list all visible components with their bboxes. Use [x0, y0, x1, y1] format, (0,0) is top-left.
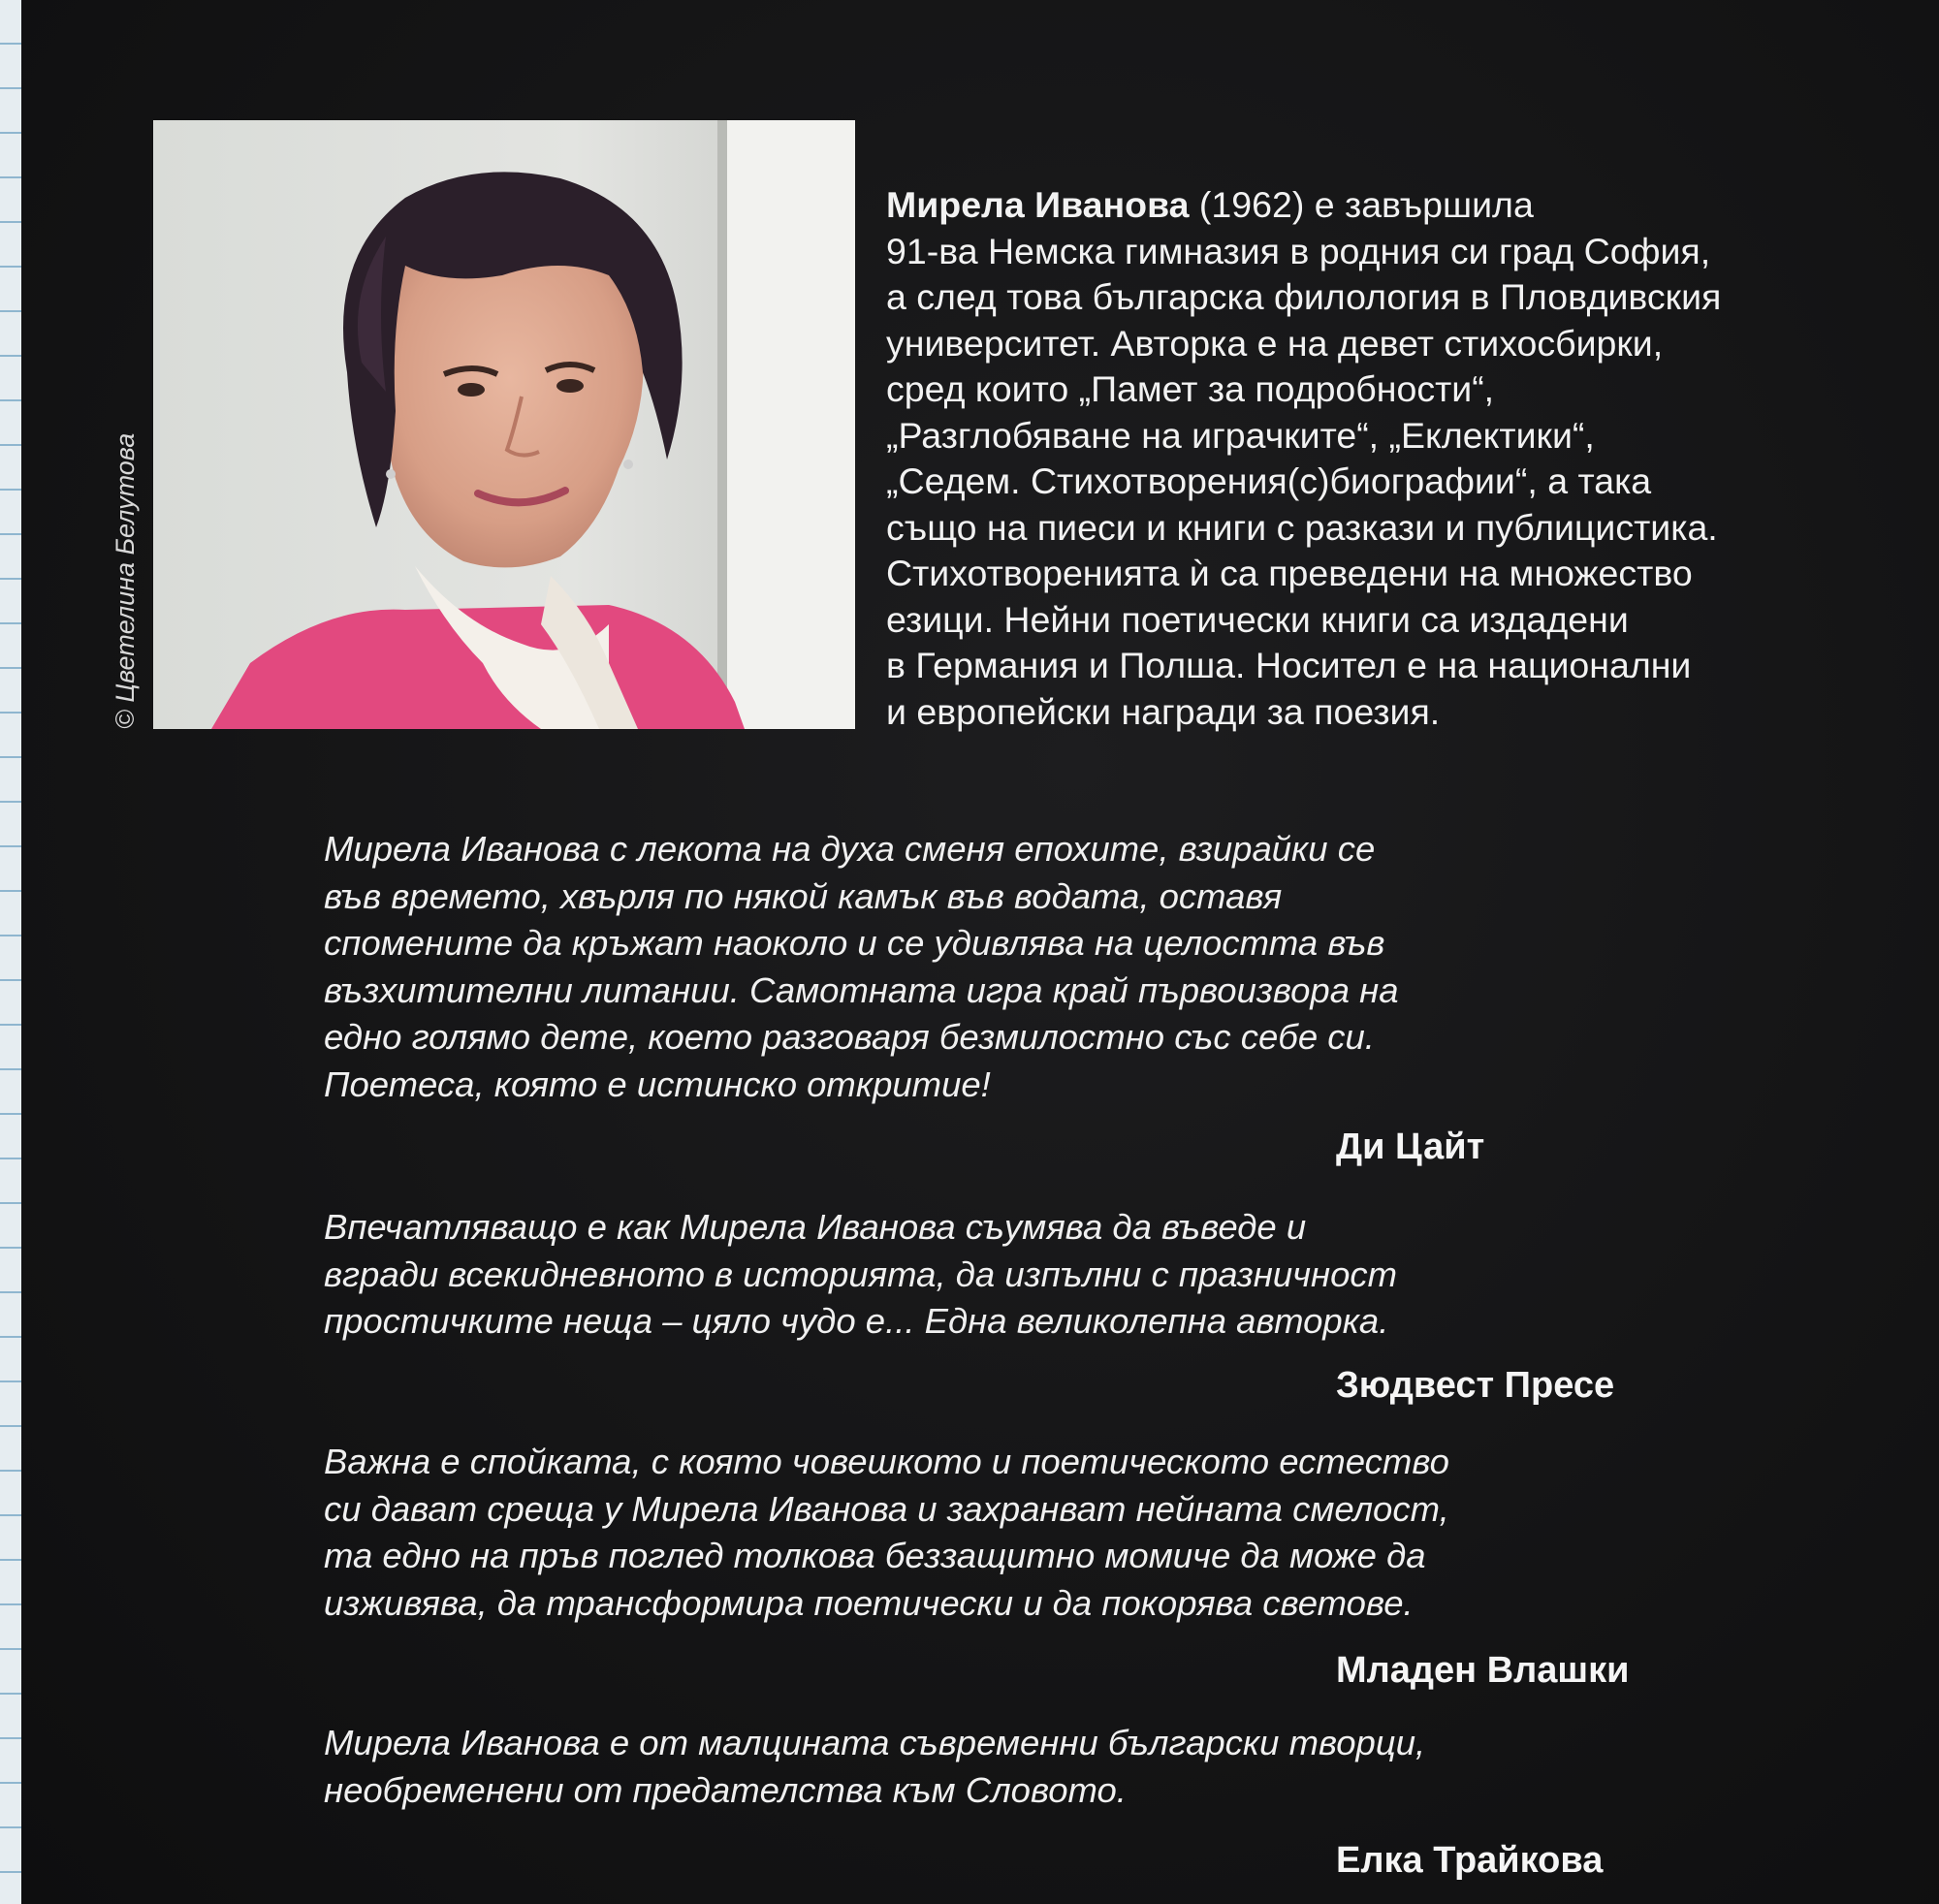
- quote-line: простичките неща – цяло чудо е... Една великолепна авторка.: [324, 1301, 1389, 1341]
- quote-line: спомените да кръжат наоколо и се удивлява на целостта във: [324, 923, 1385, 963]
- bio-line: „Седем. Стихотворения(с)биографии“, а така: [886, 460, 1652, 501]
- bio-line: 91-ва Немска гимназия в родния си град София,: [886, 230, 1711, 271]
- quote-line: Поетеса, която е истинско откритие!: [324, 1063, 991, 1104]
- quote-line: Мирела Иванова с лекота на духа сменя епохите, взирайки се: [324, 829, 1376, 869]
- bio-line: сред които „Памет за подробности“,: [886, 368, 1495, 409]
- quote-line: едно голямо дете, което разговаря безмилостно със себе си.: [324, 1017, 1375, 1057]
- bio-line: а след това българска филология в Пловдивския: [886, 276, 1722, 317]
- review-author: Зюдвест Пресе: [1336, 1365, 1615, 1406]
- quote-line: във времето, хвърля по някой камък във водата, оставя: [324, 875, 1283, 916]
- author-biography: [886, 182, 1914, 735]
- review-1: [324, 826, 1681, 1108]
- photo-credit: © Цветелина Белутова: [111, 432, 140, 729]
- review-quote: [324, 1204, 1681, 1346]
- review-author: Младен Влашки: [1336, 1650, 1630, 1691]
- review-3: [324, 1439, 1681, 1627]
- review-2: [324, 1204, 1681, 1346]
- quote-line: Мирела Иванова е от малцината съвременни български творци,: [324, 1723, 1426, 1762]
- bio-first-line: [886, 182, 1914, 229]
- quote-line: Важна е спойката, с която човешкото и поетическото естество: [324, 1442, 1449, 1481]
- quote-line: си дават среща у Мирела Иванова и захранват нейната смелост,: [324, 1488, 1449, 1529]
- review-4: [324, 1720, 1681, 1814]
- quote-line: възхитителни литании. Самотната игра край първоизвора на: [324, 969, 1399, 1010]
- quote-line: изживява, да трансформира поетически и да покорява светове.: [324, 1582, 1414, 1623]
- author-photo: [153, 120, 855, 729]
- review-author: Ди Цайт: [1336, 1127, 1485, 1167]
- bio-line: „Разглобяване на играчките“, „Еклектики“,: [886, 414, 1595, 456]
- quote-line: вгради всекидневното в историята, да изпълни с празничност: [324, 1253, 1398, 1294]
- bio-line: езици. Нейни поетически книги са издадени: [886, 598, 1629, 640]
- bio-line: Стихотворенията ѝ са преведени на множество: [886, 553, 1693, 593]
- review-quote: [324, 1720, 1681, 1814]
- review-author: Елка Трайкова: [1336, 1840, 1604, 1881]
- bio-line: университет. Авторка е на девет стихосбирки,: [886, 322, 1664, 364]
- review-quote: [324, 826, 1681, 1108]
- bio-line: също на пиеси и книги с разкази и публицистика.: [886, 506, 1718, 548]
- review-quote: [324, 1439, 1681, 1627]
- bio-first-line-rest: (1962) е завършила: [1189, 184, 1534, 225]
- author-name: Мирела Иванова: [886, 184, 1190, 225]
- bio-line: и европейски награди за поезия.: [886, 690, 1441, 732]
- quote-line: та едно на пръв поглед толкова беззащитно момиче да може да: [324, 1536, 1426, 1575]
- quote-line: необременени от предателства към Словото.: [324, 1769, 1127, 1810]
- bio-line: в Германия и Полша. Носител е на национални: [886, 645, 1692, 685]
- quote-line: Впечатляващо е как Мирела Иванова съумява да въведе и: [324, 1207, 1307, 1247]
